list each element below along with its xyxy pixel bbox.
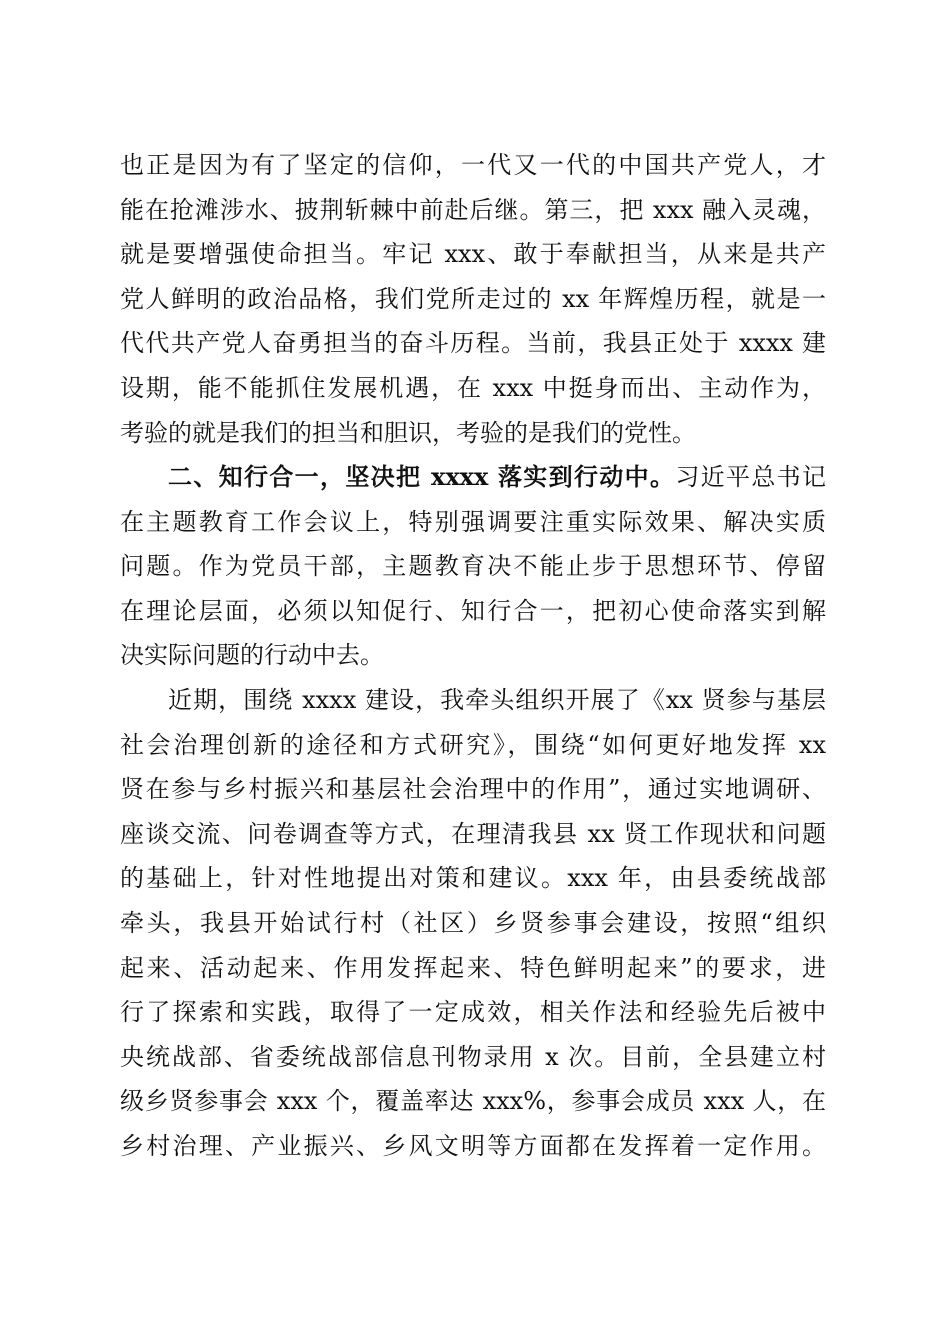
text-line: 在主题教育工作会议上，特别强调要注重实际效果、解决实质 [120,508,826,536]
text-line: 的基础上，针对性地提出对策和建议。xxx 年，由县委统战部 [120,864,826,892]
text-line: 就是要增强使命担当。牢记 xxx、敢于奉献担当，从来是共产 [120,240,826,268]
text-line: 牵头，我县开始试行村（社区）乡贤参事会建设，按照“组织 [120,909,826,937]
text-line: 级乡贤参事会 xxx 个，覆盖率达 xxx%，参事会成员 xxx 人，在 [120,1087,826,1115]
text-line: 代代共产党人奋勇担当的奋斗历程。当前，我县正处于 xxxx 建 [120,329,826,357]
text-line: 社会治理创新的途径和方式研究》，围绕“如何更好地发挥 xx [120,731,826,759]
text-line: 在理论层面，必须以知促行、知行合一，把初心使命落实到解 [120,597,826,625]
section-heading: 二、知行合一，坚决把 xxxx 落实到行动中。 [168,462,676,491]
text-line: 也正是因为有了坚定的信仰，一代又一代的中国共产党人，才 [120,151,826,179]
text-line: 贤在参与乡村振兴和基层社会治理中的作用”，通过实地调研、 [120,775,826,803]
text-line: 近期，围绕 xxxx 建设，我牵头组织开展了《xx 贤参与基层 [168,686,826,714]
text-line: 起来、活动起来、作用发挥起来、特色鲜明起来”的要求，进 [120,954,826,982]
text-line: 乡村治理、产业振兴、乡风文明等方面都在发挥着一定作用。 [120,1132,826,1160]
text-line: 设期，能不能抓住发展机遇，在 xxx 中挺身而出、主动作为， [120,374,826,402]
text-line: 央统战部、省委统战部信息刊物录用 x 次。目前，全县建立村 [120,1043,826,1071]
text-run: 习近平总书记 [675,463,827,491]
text-line: 考验的就是我们的担当和胆识，考验的是我们的党性。 [120,419,696,447]
text-line: 党人鲜明的政治品格，我们党所走过的 xx 年辉煌历程，就是一 [120,285,826,313]
section-heading-line [168,462,826,492]
text-line: 决实际问题的行动中去。 [120,641,384,669]
text-line: 能在抢滩涉水、披荆斩棘中前赴后继。第三，把 xxx 融入灵魂， [120,196,826,224]
text-line: 座谈交流、问卷调查等方式，在理清我县 xx 贤工作现状和问题 [120,820,826,848]
text-line: 问题。作为党员干部，主题教育决不能止步于思想环节、停留 [120,552,826,580]
text-line: 行了探索和实践，取得了一定成效，相关作法和经验先后被中 [120,998,826,1026]
